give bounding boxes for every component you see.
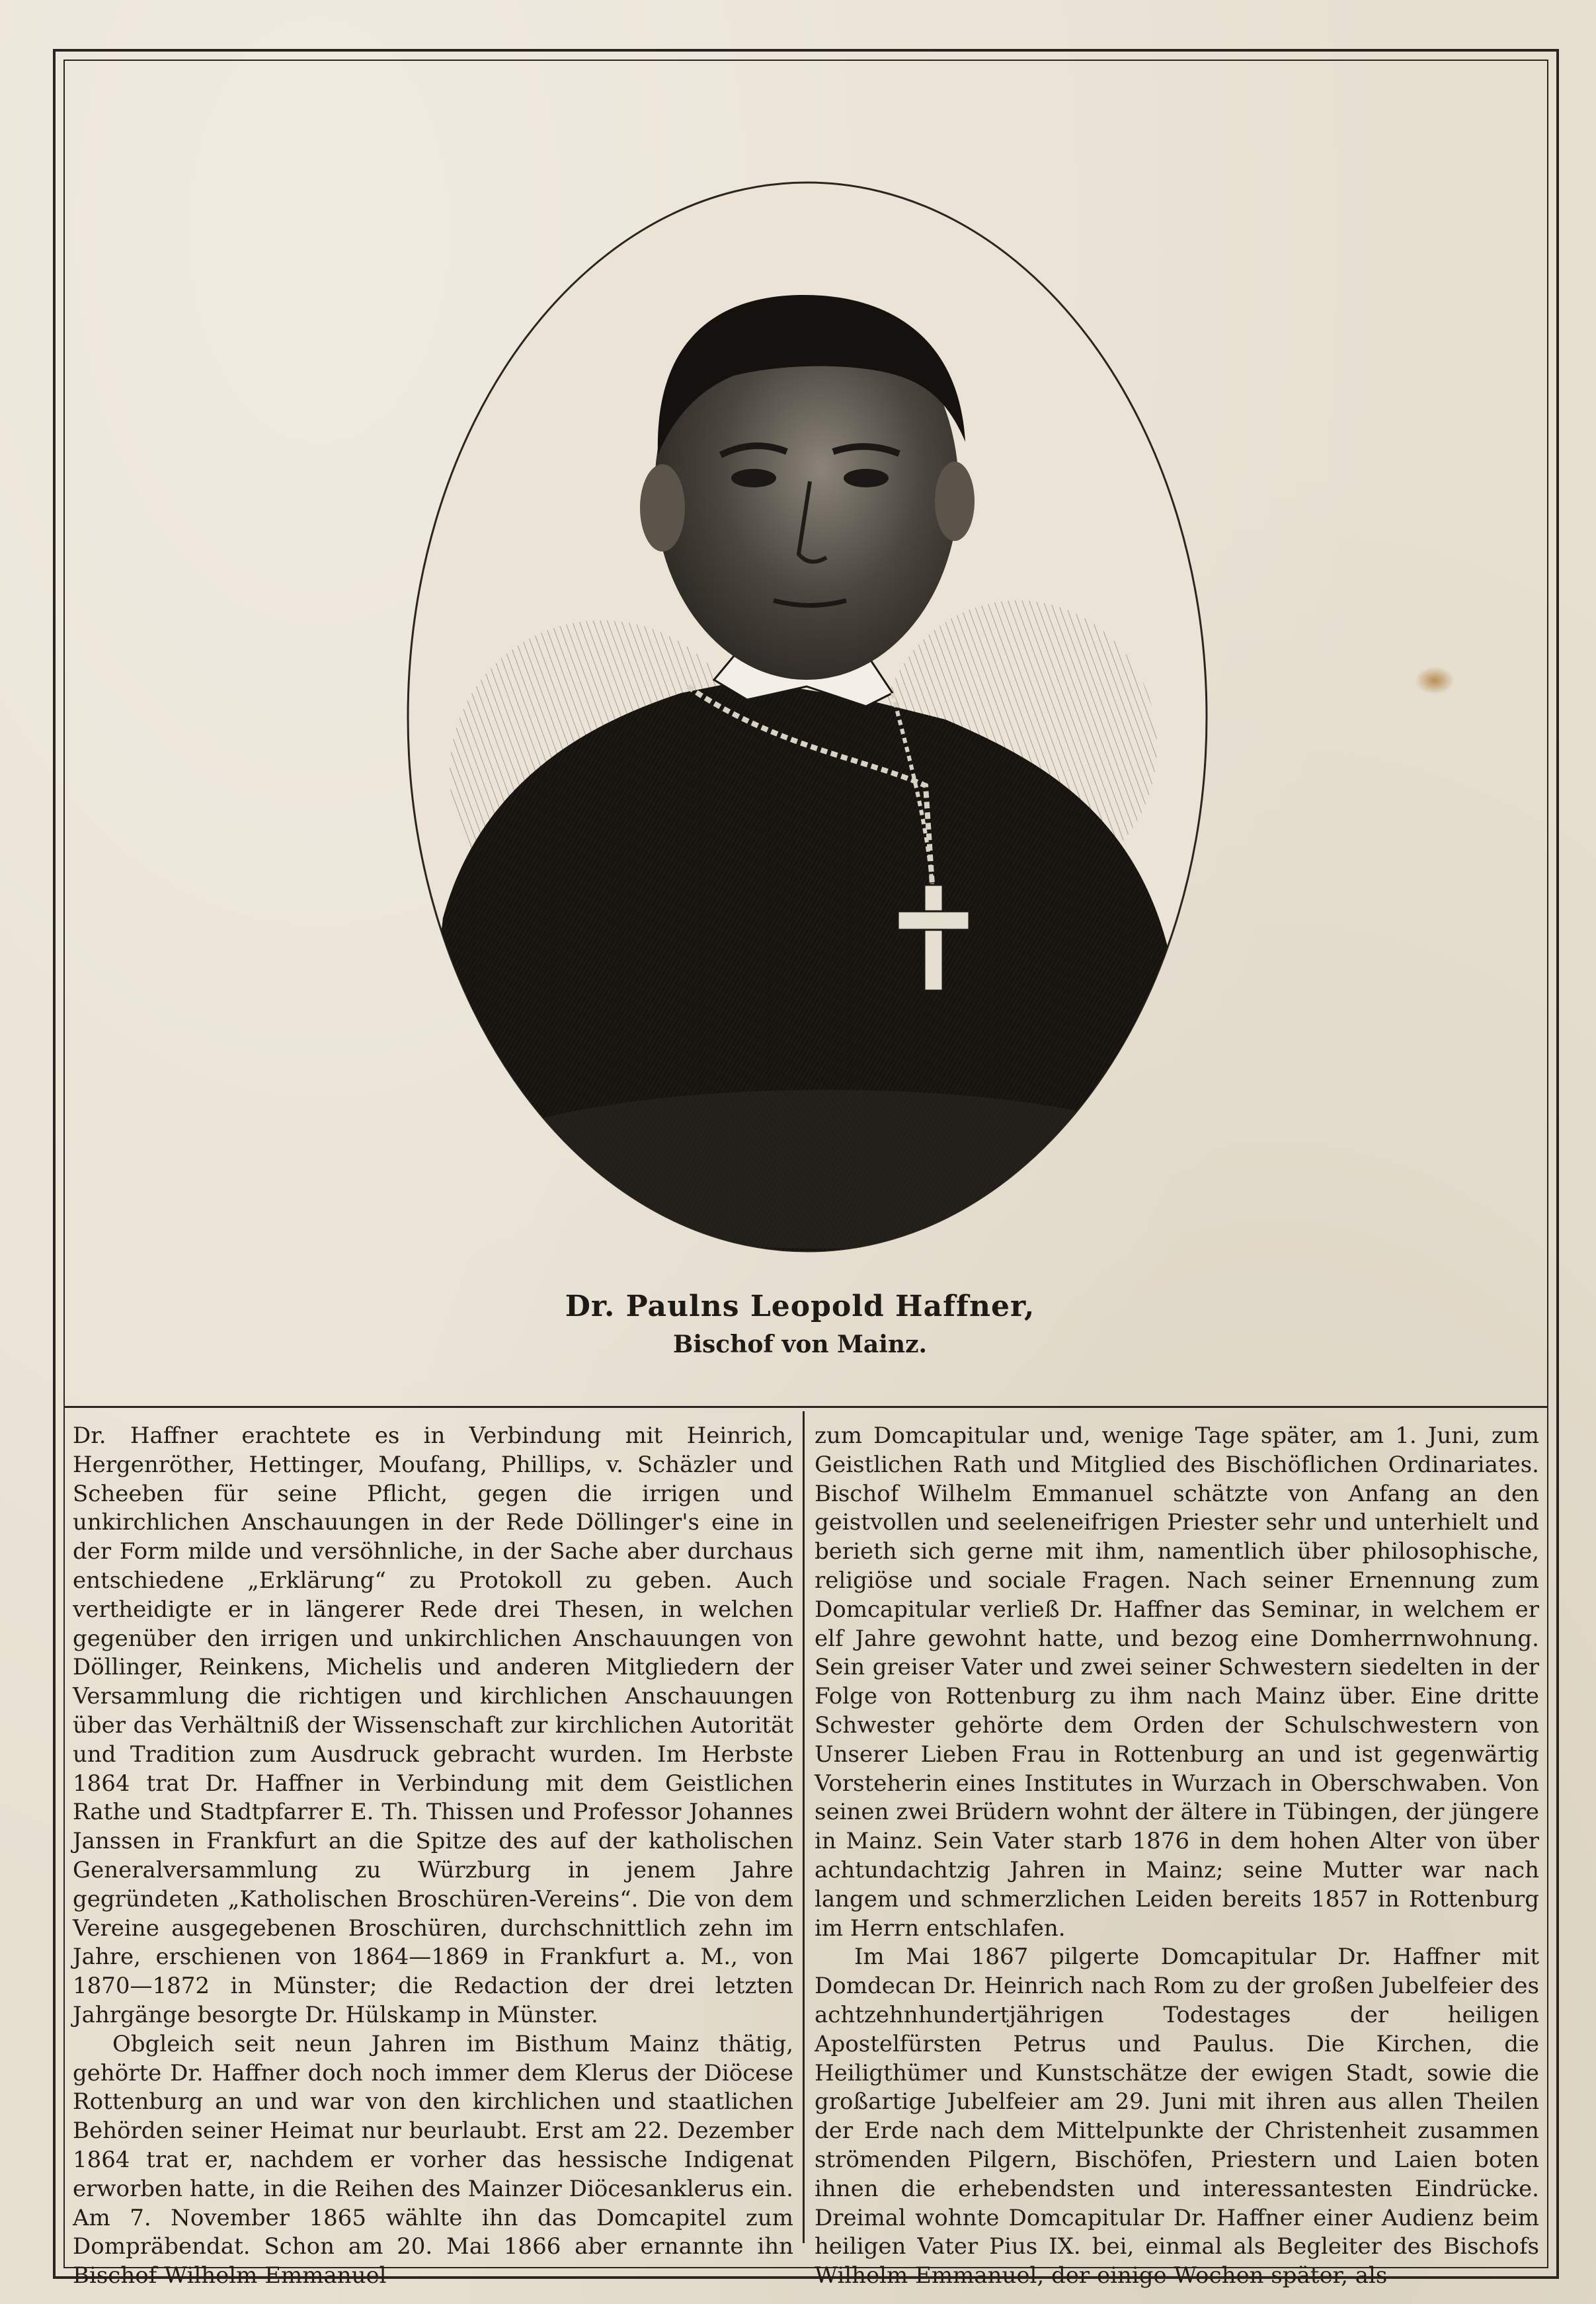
text-column-left: [73, 1422, 793, 2289]
section-divider-rule: [63, 1406, 1548, 1408]
portrait-caption-title: Bischof von Mainz.: [672, 1331, 928, 1358]
paragraph: Obgleich seit neun Jahren im Bisthum Mainz thätig, gehörte Dr. Haffner doch noch immer dem Klerus der Diöcese Rottenburg an und war von den kirchlichen und staatlichen Behörden seiner Heimat nur beurlaubt. Erst am 22. Dezember 1864 trat er, nachdem er vorher das hessische Indigenat erworben hatte, in die Reihen des Mainzer Diöcesanklerus ein. Am 7. November 1865 wählte ihn das Domcapitel zum Dompräbendat. Schon am 20. Mai 1866 aber ernannte ihn Bischof Wilhelm Emmanuel: [73, 2030, 793, 2289]
paragraph: zum Domcapitular und, wenige Tage später, am 1. Juni, zum Geistlichen Rath und Mitglied des Bischöflichen Ordinariates. Bischof Wilhelm Emmanuel schätzte von Anfang an den geistvollen und seeleneifrigen Priester sehr und unterhielt und berieth sich gerne mit ihm, namentlich über philosophische, religiöse und sociale Fragen. Nach seiner Ernennung zum Domcapitular verließ Dr. Haffner das Seminar, in welchem er elf Jahre gewohnt hatte, und bezog eine Domherrnwohnung. Sein greiser Vater und zwei seiner Schwestern siedelten in der Folge von Rottenburg zu ihm nach Mainz über. Eine dritte Schwester gehörte dem Orden der Schulschwestern von Unserer Lieben Frau in Rottenburg an und ist gegenwärtig Vorsteherin eines Institutes in Wurzach in Oberschwaben. Von seinen zwei Brüdern wohnt der ältere in Tübingen, der jüngere in Mainz. Sein Vater starb 1876 in dem hohen Alter von über achtundachtzig Jahren in Mainz; seine Mutter war nach langem und schmerzlichen Leiden bereits 1857 in Rottenburg im Herrn entschlafen.: [815, 1422, 1539, 1942]
column-divider: [803, 1411, 805, 2243]
paragraph: Dr. Haffner erachtete es in Verbindung mit Heinrich, Hergenröther, Hettinger, Moufang, Phillips, v. Schäzler und Scheeben für seine Pflicht, gegen die irrigen und unkirchlichen Anschauungen in der Rede Döllinger's eine in der Form milde und versöhnliche, in der Sache aber durchaus entschiedene „Erklärung“ zu Protokoll zu geben. Auch vertheidigte er in längerer Rede drei Thesen, in welchen gegenüber den irrigen und unkirchlichen Anschauungen von Döllinger, Reinkens, Michelis und anderen Mitgliedern der Versammlung die richtigen und kirchlichen Anschauungen über das Verhältniß der Wissenschaft zur kirchlichen Autorität und Tradition zum Ausdruck gebracht wurden. Im Herbste 1864 trat Dr. Haffner in Verbindung mit dem Geistlichen Rathe und Stadtpfarrer E. Th. Thissen und Professor Johannes Janssen in Frankfurt an die Spitze des auf der katholischen Generalversammlung zu Würzburg in jenem Jahre gegründeten „Katholischen Broschüren-Vereins“. Die von dem Vereine ausgegebenen Broschüren, durchschnittlich zehn im Jahre, erschienen von 1864—1869 in Frankfurt a. M., von 1870—1872 in Münster; die Redaction der drei letzten Jahrgänge besorgte Dr. Hülskamp in Münster.: [73, 1422, 793, 2028]
portrait-engraving: [403, 177, 1211, 1256]
text-column-right: [815, 1422, 1539, 2289]
paragraph: Im Mai 1867 pilgerte Domcapitular Dr. Haffner mit Domdecan Dr. Heinrich nach Rom zu der großen Jubelfeier des achtzehnhundertjährigen Todestages der heiligen Apostelfürsten Petrus und Paulus. Die Kirchen, die Heiligthümer und Kunstschätze der ewigen Stadt, sowie die großartige Jubelfeier am 29. Juni mit ihren aus allen Theilen der Erde nach dem Mittelpunkte der Christenheit zusammen strömenden Pilgern, Bischöfen, Priestern und Laien boten ihnen die erhebendsten und interessantesten Eindrücke. Dreimal wohnte Domcapitular Dr. Haffner einer Audienz beim heiligen Vater Pius IX. bei, einmal als Begleiter des Bischofs Wilhelm Emmanuel, der einige Wochen später, als: [815, 1944, 1539, 2289]
bishop-portrait-icon: [403, 177, 1211, 1256]
portrait-caption-name: Dr. Paulns Leopold Haffner,: [565, 1290, 1035, 1323]
